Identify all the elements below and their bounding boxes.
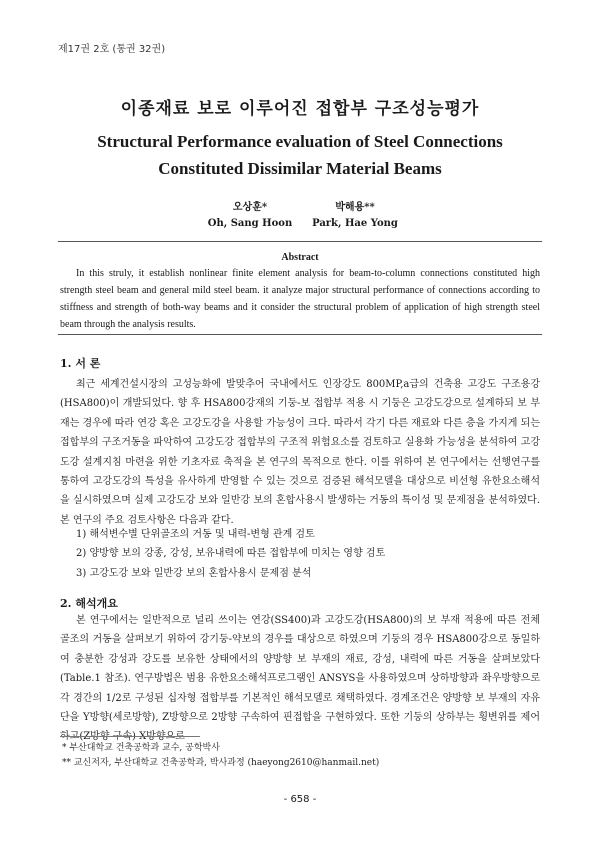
journal-volume-header: 제17권 2호 (통권 32권) bbox=[58, 44, 166, 55]
english-title-line1: Structural Performance evaluation of Steel Connections bbox=[97, 132, 503, 151]
author-2 bbox=[310, 200, 400, 232]
english-title-line2: Constituted Dissimilar Material Beams bbox=[158, 159, 442, 178]
section-2-paragraph: 본 연구에서는 일반적으로 널리 쓰이는 연강(SS400)과 고강도강(HSA800)의 보 부재 적용에 따른 전체 골조의 거동을 살펴보기 위하여 강기둥-약보의 경우를 대상으로 하였으며 기둥의 경우 HSA800강으로 동일하여 충분한 강성과 강도를 보유한 상태에서의 양방향 보 부재의 재료, 강성, 내력에 따른 거동을 살펴보았다(Table.1 참조). 연구방법은 범용 유한요소해석프로그램인 ANSYS을 사용하였으며 상하방향과 좌우방향으로 각 경간의 1/2로 구성된 십자형 접합부를 기본적인 해석모델로 채택하였다. 경계조건은 양방향 보 부재의 자유단을 Y방향(세로방향), Z방향으로 2방향 구속하여 핀접합을 구현하였다. 또한 기둥의 상하부는 횡변위를 제어하고(Z방향 구속) X방향으로 bbox=[60, 615, 540, 743]
english-title bbox=[0, 128, 600, 182]
footnote-1: * 부산대학교 건축공학과 교수, 공학박사 bbox=[62, 743, 220, 753]
footnotes bbox=[62, 741, 379, 771]
section-2-heading: 2. 해석개요 bbox=[60, 597, 118, 610]
abstract-heading: Abstract bbox=[281, 252, 319, 263]
section-1-paragraph: 최근 세계건설시장의 고성능화에 발맞추어 국내에서도 인장강도 800MP,a급의 건축용 고강도 구조용강(HSA800)이 개발되었다. 향 후 HSA800강재의 기둥-보 접합부 적용 시 기둥은 고강도강으로 설계하되 보 부재는 경우에 따라 연강 혹은 고강도강을 사용할 가능성이 크다. 따라서 각기 다른 재료와 다른 층을 가지게 되는 접합부의 구조거동을 파악하여 고강도강 접합부의 구조적 위험요소를 검토하고 실용화 가능성을 분석하여 고강도강 설계지침 마련을 위한 기초자료 축적을 본 연구의 목적으로 한다. 이를 위하여 본 연구에서는 선행연구를 통하여 고강도강의 특성을 유사하게 반영할 수 있는 것으로 검증된 해석모델을 대상으로 비선형 유한요소해석을 실시하였으며 실제 고강도강 보와 일반강 보의 혼합사용시 발생하는 거동의 특이성 및 문제점을 분석하였다. 본 연구의 주요 검토사항은 다음과 같다. bbox=[60, 379, 540, 526]
list-item: 1) 해석변수별 단위골조의 거동 및 내력-변형 관계 검토 bbox=[76, 529, 315, 540]
list-item: 3) 고강도강 보와 일반강 보의 혼합사용시 문제점 분석 bbox=[76, 567, 312, 579]
footnote-divider bbox=[60, 736, 200, 737]
section-1-list bbox=[60, 525, 540, 583]
author-1-english-name: Oh, Sang Hoon bbox=[207, 218, 293, 229]
abstract-top-divider bbox=[58, 241, 542, 242]
list-item: 2) 양방향 보의 강종, 강성, 보유내력에 따른 접합부에 미치는 영향 검토 bbox=[76, 548, 386, 560]
author-1 bbox=[200, 200, 300, 232]
abstract-bottom-divider bbox=[58, 334, 542, 335]
korean-title: 이종재료 보로 이루어진 접합부 구조성능평가 bbox=[120, 99, 480, 119]
section-1-heading: 1. 서 론 bbox=[60, 357, 101, 370]
footnote-2: ** 교신저자, 부산대학교 건축공학과, 박사과정 (haeyong2610@hanmail.net) bbox=[62, 758, 380, 768]
author-1-korean-name: 오상훈* bbox=[232, 202, 268, 213]
author-2-english-name: Park, Hae Yong bbox=[312, 218, 398, 229]
author-2-korean-name: 박해용** bbox=[335, 202, 375, 213]
abstract-text: In this struly, it establish nonlinear finite element analysis for beam-to-column connections constituted high strength steel beam and general mild steel beam. it analyze major structural performance of connections according to stiffness and strength of both-way beams and it consider the structural problem of application of high strength steel beam through the analysis results. bbox=[60, 268, 540, 330]
page-number: - 658 - bbox=[283, 794, 317, 805]
